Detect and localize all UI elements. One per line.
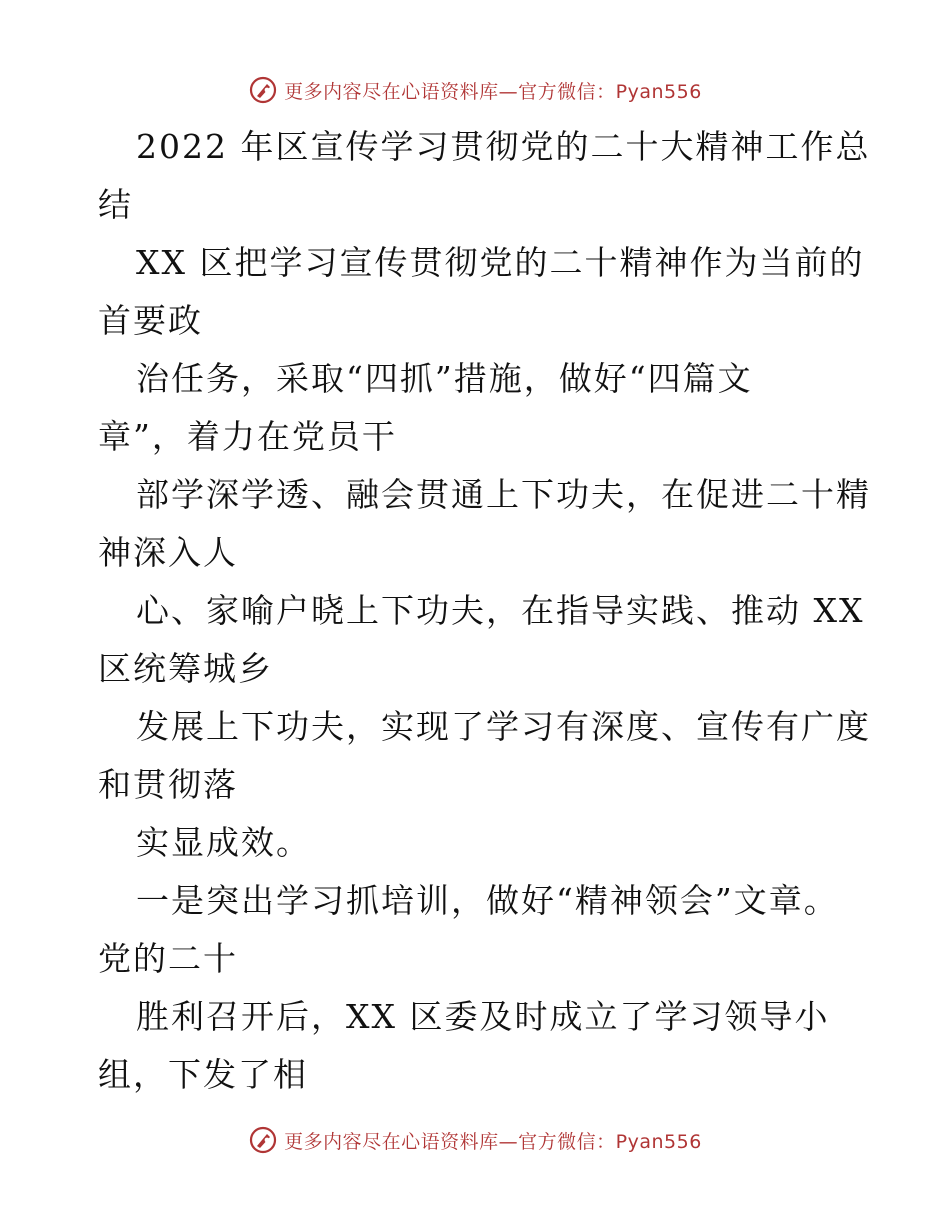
text-line: 部学深学透、融会贯通上下功夫，在促进二十精 — [136, 475, 871, 514]
text-line: 发展上下功夫，实现了学习有深度、宣传有广度 — [136, 707, 871, 746]
text-line: 神深入人 — [98, 533, 238, 572]
text-line: 结 — [98, 185, 133, 224]
circle-pen-logo-icon — [248, 1125, 278, 1155]
text-line: 和贯彻落 — [98, 765, 238, 804]
text-line: 组，下发了相 — [98, 1055, 308, 1094]
text-line: 首要政 — [98, 301, 203, 340]
text-line: 治任务，采取“四抓”措施，做好“四篇文 — [136, 359, 753, 398]
watermark-text: 更多内容尽在心语资料库—官方微信：Pyan556 — [284, 80, 702, 103]
text-line: 实显成效。 — [136, 823, 311, 862]
text-line: XX 区把学习宣传贯彻党的二十精神作为当前的 — [136, 243, 865, 282]
text-line: 章”，着力在党员干 — [98, 417, 397, 456]
text-line: 区统筹城乡 — [98, 649, 273, 688]
text-line: 胜利召开后，XX 区委及时成立了学习领导小 — [136, 997, 830, 1036]
watermark-footer — [0, 1120, 950, 1160]
text-line: 2022 年区宣传学习贯彻党的二十大精神工作总 — [136, 127, 871, 166]
text-line: 党的二十 — [98, 939, 238, 978]
text-line: 心、家喻户晓上下功夫，在指导实践、推动 XX — [136, 591, 865, 630]
text-line: 一是突出学习抓培训，做好“精神领会”文章。 — [136, 881, 839, 920]
watermark-text: 更多内容尽在心语资料库—官方微信：Pyan556 — [284, 1130, 702, 1153]
